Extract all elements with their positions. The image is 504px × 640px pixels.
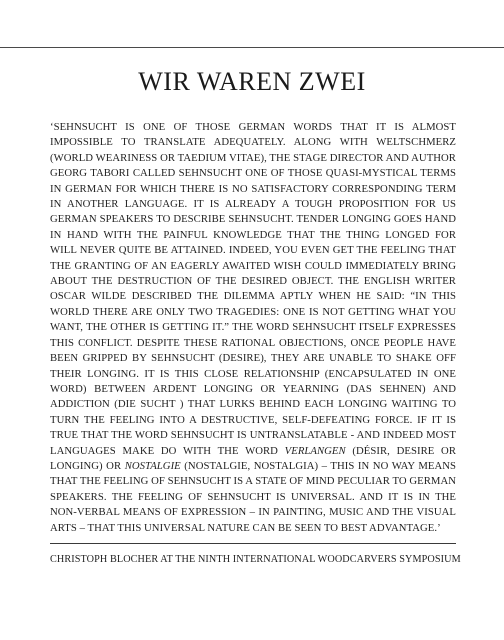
page-title: WIR WAREN ZWEI (138, 67, 366, 96)
quote-text-part-2: (DÉSIR, DESIRE OR LONGING) OR (50, 444, 457, 472)
quote-italic-term-nostalgie: NOSTALGIE (124, 459, 181, 472)
quote-text-part-3: (NOSTALGIE, NOSTALGIA) – THIS IN NO WAY MEANS THAT THE FEELING OF SEHNSUCHT IS A STATE OF MIND PECULIAR TO GERMAN SPEAKERS. THE FEELING OF SEHNSUCHT IS UNIVERSAL. AND IT IS IN THE NON-VERBAL MEANS OF EXPRESSION – IN PAINTING, MUSIC AND THE VISUAL ARTS – THAT THIS UNIVERSAL NATURE CAN BE SEEN TO BEST ADVANTAGE.’ (50, 459, 457, 534)
attribution-credit: CHRISTOPH BLOCHER AT THE NINTH INTERNATIONAL WOODCARVERS SYMPOSIUM (50, 554, 461, 565)
quote-italic-term-verlangen: VERLANGEN (284, 444, 346, 457)
quote-paragraph (50, 120, 456, 536)
top-divider (0, 47, 504, 48)
quote-text-part-1: ‘SEHNSUCHT IS ONE OF THOSE GERMAN WORDS THAT IT IS ALMOST IMPOSSIBLE TO TRANSLATE ADEQUATELY. ALONG WITH WELTSCHMERZ (WORLD WEARINESS OR TAEDIUM VITAE), THE STAGE DIRECTOR AND AUTHOR GEORG TABORI CALLED SEHNSUCHT ONE OF THOSE QUASI-MYSTICAL TERMS IN GERMAN FOR WHICH THERE IS NO SATISFACTORY CORRESPONDING TERM IN ANOTHER LANGUAGE. IT IS ALREADY A TOUGH PROPOSITION FOR US GERMAN SPEAKERS TO DESCRIBE SEHNSUCHT. TENDER LONGING GOES HAND IN HAND WITH THE PAINFUL KNOWLEDGE THAT THE THING LONGED FOR WILL NEVER QUITE BE ATTAINED. INDEED, YOU EVEN GET THE FEELING THAT THE GRANTING OF AN EAGERLY AWAITED WISH COULD IMMEDIATELY BRING ABOUT THE DESTRUCTION OF THE DESIRED OBJECT. THE ENGLISH WRITER OSCAR WILDE DESCRIBED THE DILEMMA APTLY WHEN HE SAID: “IN THIS WORLD THERE ARE ONLY TWO TRAGEDIES: ONE IS NOT GETTING WHAT YOU WANT, THE OTHER IS GETTING IT.” THE WORD SEHNSUCHT ITSELF EXPRESSES THIS CONFLICT. DESPITE THESE RATIONAL OBJECTIONS, ONCE PEOPLE HAVE BEEN GRIPPED BY SEHNSUCHT (DESIRE), THEY ARE UNABLE TO SHAKE OFF THEIR LONGING. IT IS THIS CLOSE RELATIONSHIP (ENCAPSULATED IN ONE WORD) BETWEEN ARDENT LONGING OR YEARNING (DAS SEHNEN) AND ADDICTION (DIE SUCHT ) THAT LURKS BEHIND EACH LONGING WAITING TO TURN THE FEELING INTO A DESTRUCTIVE, SELF-DEFEATING FORCE. IF IT IS TRUE THAT THE WORD SEHNSUCHT IS UNTRANSLATABLE - AND INDEED MOST LANGUAGES MAKE DO WITH THE WORD (50, 121, 456, 457)
credit-divider (50, 543, 456, 544)
